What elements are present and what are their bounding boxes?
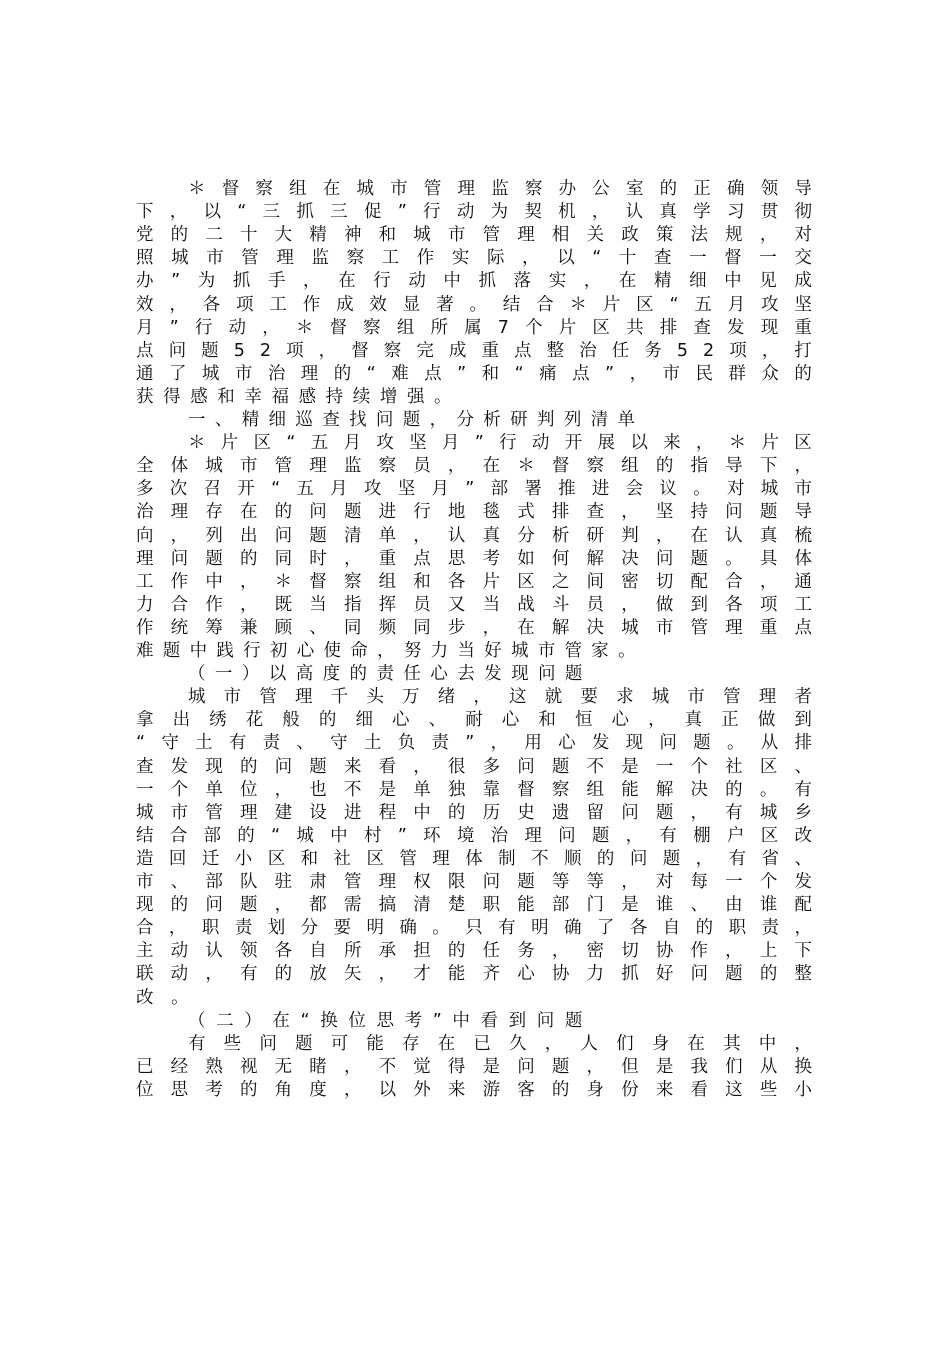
text-line: 照 城 市 管 理 监 察 工 作 实 际 ， 以 “ 十 查 一 督 一 交: [136, 248, 812, 269]
text-line: 查 发 现 的 问 题 来 看 ， 很 多 问 题 不 是 一 个 社 区 、: [136, 756, 812, 777]
text-line: 一 、 精 细 巡 查 找 问 题 ， 分 析 研 判 列 清 单: [188, 410, 635, 430]
text-line: 力 合 作 ， 既 当 指 挥 员 又 当 战 斗 员 ， 做 到 各 项 工: [136, 594, 812, 615]
text-line: ＊ 片 区 “ 五 月 攻 坚 月 ” 行 动 开 展 以 来 ， ＊ 片 区: [188, 433, 812, 454]
text-line: 点 问 题 5 2 项 ， 督 察 完 成 重 点 整 治 任 务 5 2 项 ， 打: [136, 340, 812, 361]
text-line: 结 合 部 的 “ 城 中 村 ” 环 境 治 理 问 题 ， 有 棚 户 区 改: [136, 825, 812, 846]
text-line: 一 个 单 位 ， 也 不 是 单 独 靠 督 察 组 能 解 决 的 。 有: [136, 779, 812, 800]
text-line: 改 。: [136, 987, 189, 1008]
text-line: 工 作 中 ， ＊ 督 察 组 和 各 片 区 之 间 密 切 配 合 ， 通: [136, 571, 812, 592]
text-line: 获 得 感 和 幸 福 感 持 续 增 强 。: [136, 386, 452, 407]
text-line: 向 ， 列 出 问 题 清 单 ， 认 真 分 析 研 判 ， 在 认 真 梳: [136, 525, 812, 546]
text-line: ＊ 督 察 组 在 城 市 管 理 监 察 办 公 室 的 正 确 领 导: [188, 179, 812, 199]
text-line: 党 的 二 十 大 精 神 和 城 市 管 理 相 关 政 策 法 规 ， 对: [136, 225, 812, 246]
text-line: 有 些 问 题 可 能 存 在 已 久 ， 人 们 身 在 其 中 ，: [188, 1033, 812, 1054]
text-line: 城 市 管 理 千 头 万 绪 ， 这 就 要 求 城 市 管 理 者: [188, 687, 812, 708]
text-line: 拿 出 绣 花 般 的 细 心 、 耐 心 和 恒 心 ， 真 正 做 到: [136, 710, 812, 731]
text-line: （ 二 ） 在 “ 换 位 思 考 ” 中 看 到 问 题: [188, 1010, 583, 1031]
text-line: 位 思 考 的 角 度 ， 以 外 来 游 客 的 身 份 来 看 这 些 小: [136, 1079, 812, 1100]
text-line: 办 ” 为 抓 手 ， 在 行 动 中 抓 落 实 ， 在 精 细 中 见 成: [136, 271, 812, 292]
text-line: 城 市 管 理 建 设 进 程 中 的 历 史 遗 留 问 题 ， 有 城 乡: [136, 802, 812, 823]
text-line: 通 了 城 市 治 理 的 “ 难 点 ” 和 “ 痛 点 ” ， 市 民 群 众 的: [136, 363, 812, 384]
text-line: 已 经 熟 视 无 睹 ， 不 觉 得 是 问 题 ， 但 是 我 们 从 换: [136, 1056, 812, 1077]
text-line: 难 题 中 践 行 初 心 使 命 ， 努 力 当 好 城 市 管 家 。: [136, 641, 636, 661]
text-line: 全 体 城 市 管 理 监 察 员 ， 在 ＊ 督 察 组 的 指 导 下 ，: [136, 456, 812, 477]
text-line: 现 的 问 题 ， 都 需 搞 清 楚 职 能 部 门 是 谁 、 由 谁 配: [136, 895, 812, 916]
text-line: 作 统 筹 兼 顾 、 同 频 同 步 ， 在 解 决 城 市 管 理 重 点: [136, 617, 812, 638]
text-line: 多 次 召 开 “ 五 月 攻 坚 月 ” 部 署 推 进 会 议 。 对 城 市: [136, 479, 812, 500]
text-line: 主 动 认 领 各 自 所 承 担 的 任 务 ， 密 切 协 作 ， 上 下: [136, 941, 812, 962]
text-line: 理 问 题 的 同 时 ， 重 点 思 考 如 何 解 决 问 题 。 具 体: [136, 548, 812, 569]
text-line: 市 、 部 队 驻 肃 管 理 权 限 问 题 等 等 ， 对 每 一 个 发: [136, 872, 812, 892]
text-line: 效 ， 各 项 工 作 成 效 显 著 。 结 合 ＊ 片 区 “ 五 月 攻 坚: [136, 294, 812, 315]
text-line: 合 ， 职 责 划 分 要 明 确 。 只 有 明 确 了 各 自 的 职 责 ，: [136, 918, 812, 939]
text-line: 联 动 ， 有 的 放 矢 ， 才 能 齐 心 协 力 抓 好 问 题 的 整: [136, 964, 812, 985]
text-line: “ 守 土 有 责 、 守 土 负 责 ” ， 用 心 发 现 问 题 。 从 排: [136, 733, 812, 754]
text-line: （ 一 ） 以 高 度 的 责 任 心 去 发 现 问 题: [188, 664, 583, 685]
text-line: 治 理 存 在 的 问 题 进 行 地 毯 式 排 查 ， 坚 持 问 题 导: [136, 502, 812, 523]
text-line: 造 回 迁 小 区 和 社 区 管 理 体 制 不 顺 的 问 题 ， 有 省 、: [136, 848, 812, 869]
text-line: 月 ” 行 动 ， ＊ 督 察 组 所 属 7 个 片 区 共 排 查 发 现 重: [136, 317, 812, 338]
text-line: 下 ， 以 “ 三 抓 三 促 ” 行 动 为 契 机 ， 认 真 学 习 贯 彻: [136, 202, 812, 223]
